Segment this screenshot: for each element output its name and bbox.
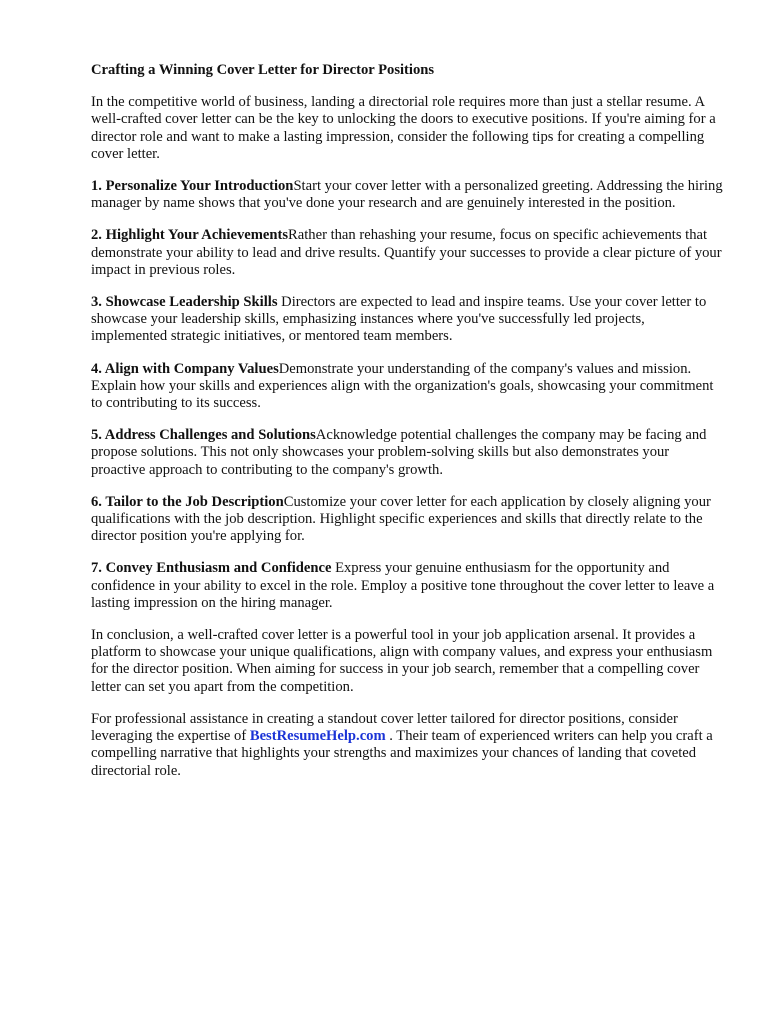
tip-4 bbox=[91, 361, 724, 413]
tip-5 bbox=[91, 427, 724, 479]
tip-3 bbox=[91, 294, 724, 346]
tip-2-body: Rather than rehashing your resume, focus on specific achievements that demonstrate your ability to lead and drive results. Quantify your successes to provide a clear picture of your impact in previous roles. bbox=[91, 227, 722, 278]
tip-7-heading: 7. Convey Enthusiasm and Confidence bbox=[91, 560, 332, 577]
tip-2-heading: 2. Highlight Your Achievements bbox=[91, 227, 289, 244]
bestresumehelp-link[interactable]: BestResumeHelp.com bbox=[249, 728, 386, 745]
tip-7 bbox=[91, 560, 724, 612]
tip-7-body: Express your genuine enthusiasm for the opportunity and confidence in your ability to excel in the role. Employ a positive tone throughout the cover letter to leave a lasting impression on the hiring manager. bbox=[91, 560, 715, 611]
conclusion-paragraph: In conclusion, a well-crafted cover letter is a powerful tool in your job application arsenal. It provides a platform to showcase your unique qualifications, align with company values, and express your enthusiasm for the director position. When aiming for success in your job search, remember that a compelling cover letter can set you apart from the competition. bbox=[91, 627, 713, 695]
intro-paragraph: In the competitive world of business, landing a directorial role requires more than just a stellar resume. A well-crafted cover letter can be the key to unlocking the doors to executive positions. If you're aiming for a director role and want to make a lasting impression, consider the following tips for creating a compelling cover letter. bbox=[91, 94, 716, 162]
tip-1 bbox=[91, 178, 724, 212]
tip-6-heading: 6. Tailor to the Job Description bbox=[91, 493, 284, 510]
closing-paragraph bbox=[91, 711, 724, 780]
tip-6 bbox=[91, 494, 724, 546]
tip-1-heading: 1. Personalize Your Introduction bbox=[91, 178, 294, 195]
tip-5-heading: 5. Address Challenges and Solutions bbox=[91, 427, 316, 444]
tip-2 bbox=[91, 227, 724, 279]
document-title: Crafting a Winning Cover Letter for Director Positions bbox=[91, 62, 435, 78]
tip-3-body: Directors are expected to lead and inspire teams. Use your cover letter to showcase your leadership skills, emphasizing instances where you've successfully led projects, implemented strategic initiatives, or mentored team members. bbox=[91, 294, 707, 345]
tip-5-body: Acknowledge potential challenges the company may be facing and propose solutions. This not only showcases your problem-solving skills but also demonstrates your proactive approach to contributing to the company's growth. bbox=[91, 427, 707, 478]
tip-4-heading: 4. Align with Company Values bbox=[91, 360, 279, 377]
tip-3-heading: 3. Showcase Leadership Skills bbox=[91, 294, 278, 311]
tip-1-body: Start your cover letter with a personalized greeting. Addressing the hiring manager by name shows that you've done your research and are genuinely interested in the position. bbox=[91, 178, 723, 212]
tip-4-body: Demonstrate your understanding of the company's values and mission. Explain how your skills and experiences align with the organization's goals, showcasing your commitment to contributing to its success. bbox=[91, 360, 714, 412]
closing-text-after-link: . Their team of experienced writers can help you craft a compelling narrative that highlights your strengths and maximizes your chances of landing that coveted directorial role. bbox=[91, 728, 713, 779]
tip-6-body: Customize your cover letter for each application by closely aligning your qualifications with the job description. Highlight specific experiences and skills that directly relate to the director position you're applying for. bbox=[91, 493, 711, 545]
closing-text-before-link: For professional assistance in creating a standout cover letter tailored for director positions, consider leveraging the expertise of bbox=[91, 710, 678, 745]
